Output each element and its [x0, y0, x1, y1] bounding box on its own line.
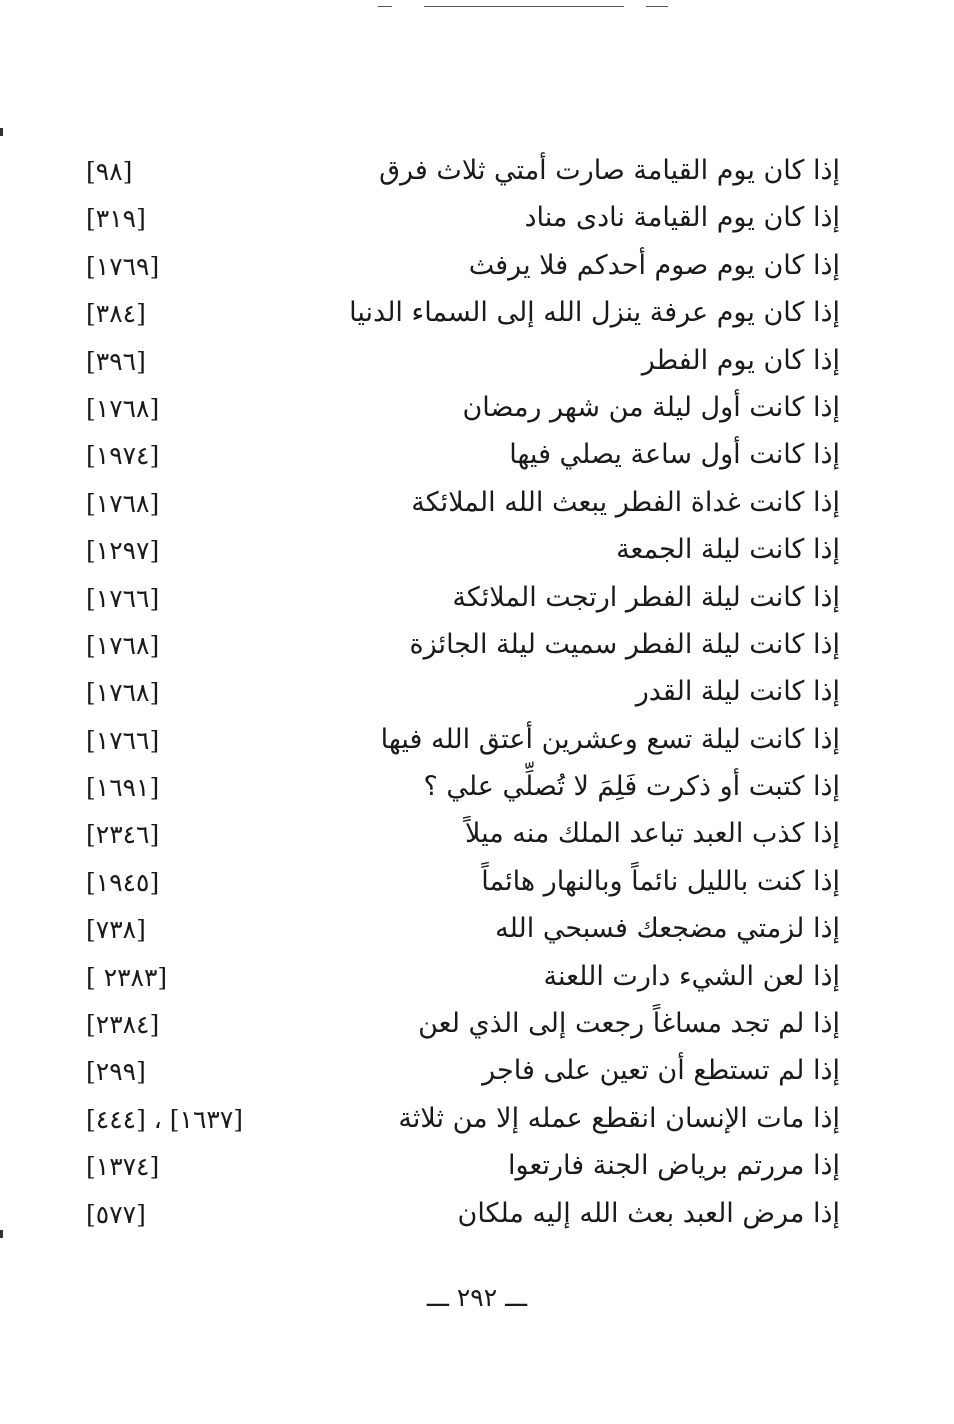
index-entry — [80, 527, 840, 574]
entry-text: إذا كان يوم عرفة ينزل الله إلى السماء الدنيا — [349, 297, 840, 329]
index-entry — [80, 1001, 840, 1048]
index-entry — [80, 432, 840, 479]
index-entry — [80, 859, 840, 906]
entry-reference-number: [١٧٦٨] — [86, 488, 160, 518]
entry-text: إذا كانت أول ليلة من شهر رمضان — [462, 391, 840, 423]
entry-reference-number: [١٧٦٦] — [86, 583, 160, 613]
entry-reference-number: [٩٨] — [86, 157, 133, 186]
entry-text: إذا كانت أول ساعة يصلي فيها — [509, 439, 840, 471]
entry-reference-number: [١٧٦٨] — [86, 678, 160, 708]
index-entry — [80, 1096, 840, 1143]
index-entry — [80, 1048, 840, 1095]
entry-text: إذا كان يوم القيامة صارت أمتي ثلاث فرق — [379, 155, 840, 186]
entry-reference-number: [١٣٧٤] — [86, 1152, 160, 1182]
index-entry — [80, 385, 840, 432]
entry-text: إذا مرض العبد بعث الله إليه ملكان — [457, 1197, 840, 1229]
index-entry — [80, 195, 840, 242]
index-entry — [80, 811, 840, 858]
top-decorative-rule — [424, 6, 624, 7]
entry-text: إذا مات الإنسان انقطع عمله إلا من ثلاثة — [398, 1102, 840, 1134]
entry-text: إذا كانت ليلة الجمعة — [616, 534, 840, 566]
index-entry — [80, 575, 840, 622]
index-entry — [80, 338, 840, 385]
index-entry — [80, 1143, 840, 1190]
index-entry — [80, 290, 840, 337]
index-entry — [80, 480, 840, 527]
entry-reference-number: [١٧٦٦] — [86, 725, 160, 755]
entry-reference-number: [١٦٩١] — [86, 773, 160, 803]
entry-reference-number: [٣١٩] — [86, 204, 146, 234]
entry-reference-number: [١٩٧٤] — [86, 441, 160, 471]
entry-reference-number: [٣٨٤] — [86, 299, 146, 329]
margin-speck — [0, 1230, 3, 1238]
entry-reference-number: [١٢٩٧] — [86, 536, 160, 566]
entry-reference-number: [٥٧٧] — [86, 1199, 146, 1229]
entry-text: إذا كانت غداة الفطر يبعث الله الملائكة — [411, 486, 840, 518]
entry-text: إذا لم تجد مساغاً رجعت إلى الذي لعن — [418, 1008, 840, 1040]
index-entry — [80, 1191, 840, 1238]
page-number: ـــ ٢٩٢ ـــ — [426, 1283, 528, 1312]
entry-text: إذا لزمتي مضجعك فسبحي الله — [495, 913, 840, 945]
entry-text: إذا كان يوم صوم أحدكم فلا يرفث — [468, 249, 840, 281]
index-entry — [80, 906, 840, 953]
entry-reference-number: [١٩٤٥] — [86, 867, 160, 897]
entry-text: إذا كانت ليلة الفطر سميت ليلة الجائزة — [409, 628, 840, 660]
entry-reference-number: [٢٩٩] — [86, 1057, 146, 1087]
entry-reference-number: [١٧٦٨] — [86, 393, 160, 423]
entry-reference-number: [١٧٦٩] — [86, 251, 160, 281]
entry-text: إذا لعن الشيء دارت اللعنة — [543, 960, 840, 992]
entry-reference-number: [٢٣٨٣ ] — [86, 962, 168, 992]
index-entry — [80, 148, 840, 195]
entry-text: إذا كتبت أو ذكرت فَلِمَ لا تُصلِّي علي ؟ — [423, 771, 840, 803]
index-entry — [80, 669, 840, 716]
entry-text: إذا كان يوم القيامة نادى مناد — [524, 202, 840, 234]
hadith-index-list — [80, 148, 840, 1238]
entry-reference-number: [٣٩٦] — [86, 346, 146, 376]
entry-reference-number: [١٧٦٨] — [86, 630, 160, 660]
index-entry — [80, 243, 840, 290]
index-entry — [80, 622, 840, 669]
index-entry — [80, 764, 840, 811]
entry-text: إذا مررتم برياض الجنة فارتعوا — [508, 1150, 840, 1182]
entry-reference-number: [٢٣٨٤] — [86, 1010, 160, 1040]
entry-text: إذا لم تستطع أن تعين على فاجر — [482, 1055, 840, 1087]
entry-text: إذا كانت ليلة الفطر ارتجت الملائكة — [452, 581, 840, 613]
entry-text: إذا كنت بالليل نائماً وبالنهار هائماً — [481, 865, 840, 897]
entry-reference-number: [٢٣٤٦] — [86, 820, 160, 850]
entry-text: إذا كان يوم الفطر — [641, 344, 840, 376]
entry-text: إذا كانت ليلة تسع وعشرين أعتق الله فيها — [380, 723, 840, 755]
index-entry — [80, 717, 840, 764]
margin-speck — [0, 128, 3, 136]
entry-text: إذا كانت ليلة القدر — [635, 676, 840, 708]
index-entry — [80, 954, 840, 1001]
top-decorative-rule-right-dash — [646, 6, 668, 7]
entry-text: إذا كذب العبد تباعد الملك منه ميلاً — [464, 818, 840, 850]
entry-reference-number: [١٦٣٧] ، [٤٤٤] — [86, 1104, 244, 1134]
entry-reference-number: [٧٣٨] — [86, 915, 146, 945]
top-decorative-rule-left-dash — [378, 6, 392, 7]
